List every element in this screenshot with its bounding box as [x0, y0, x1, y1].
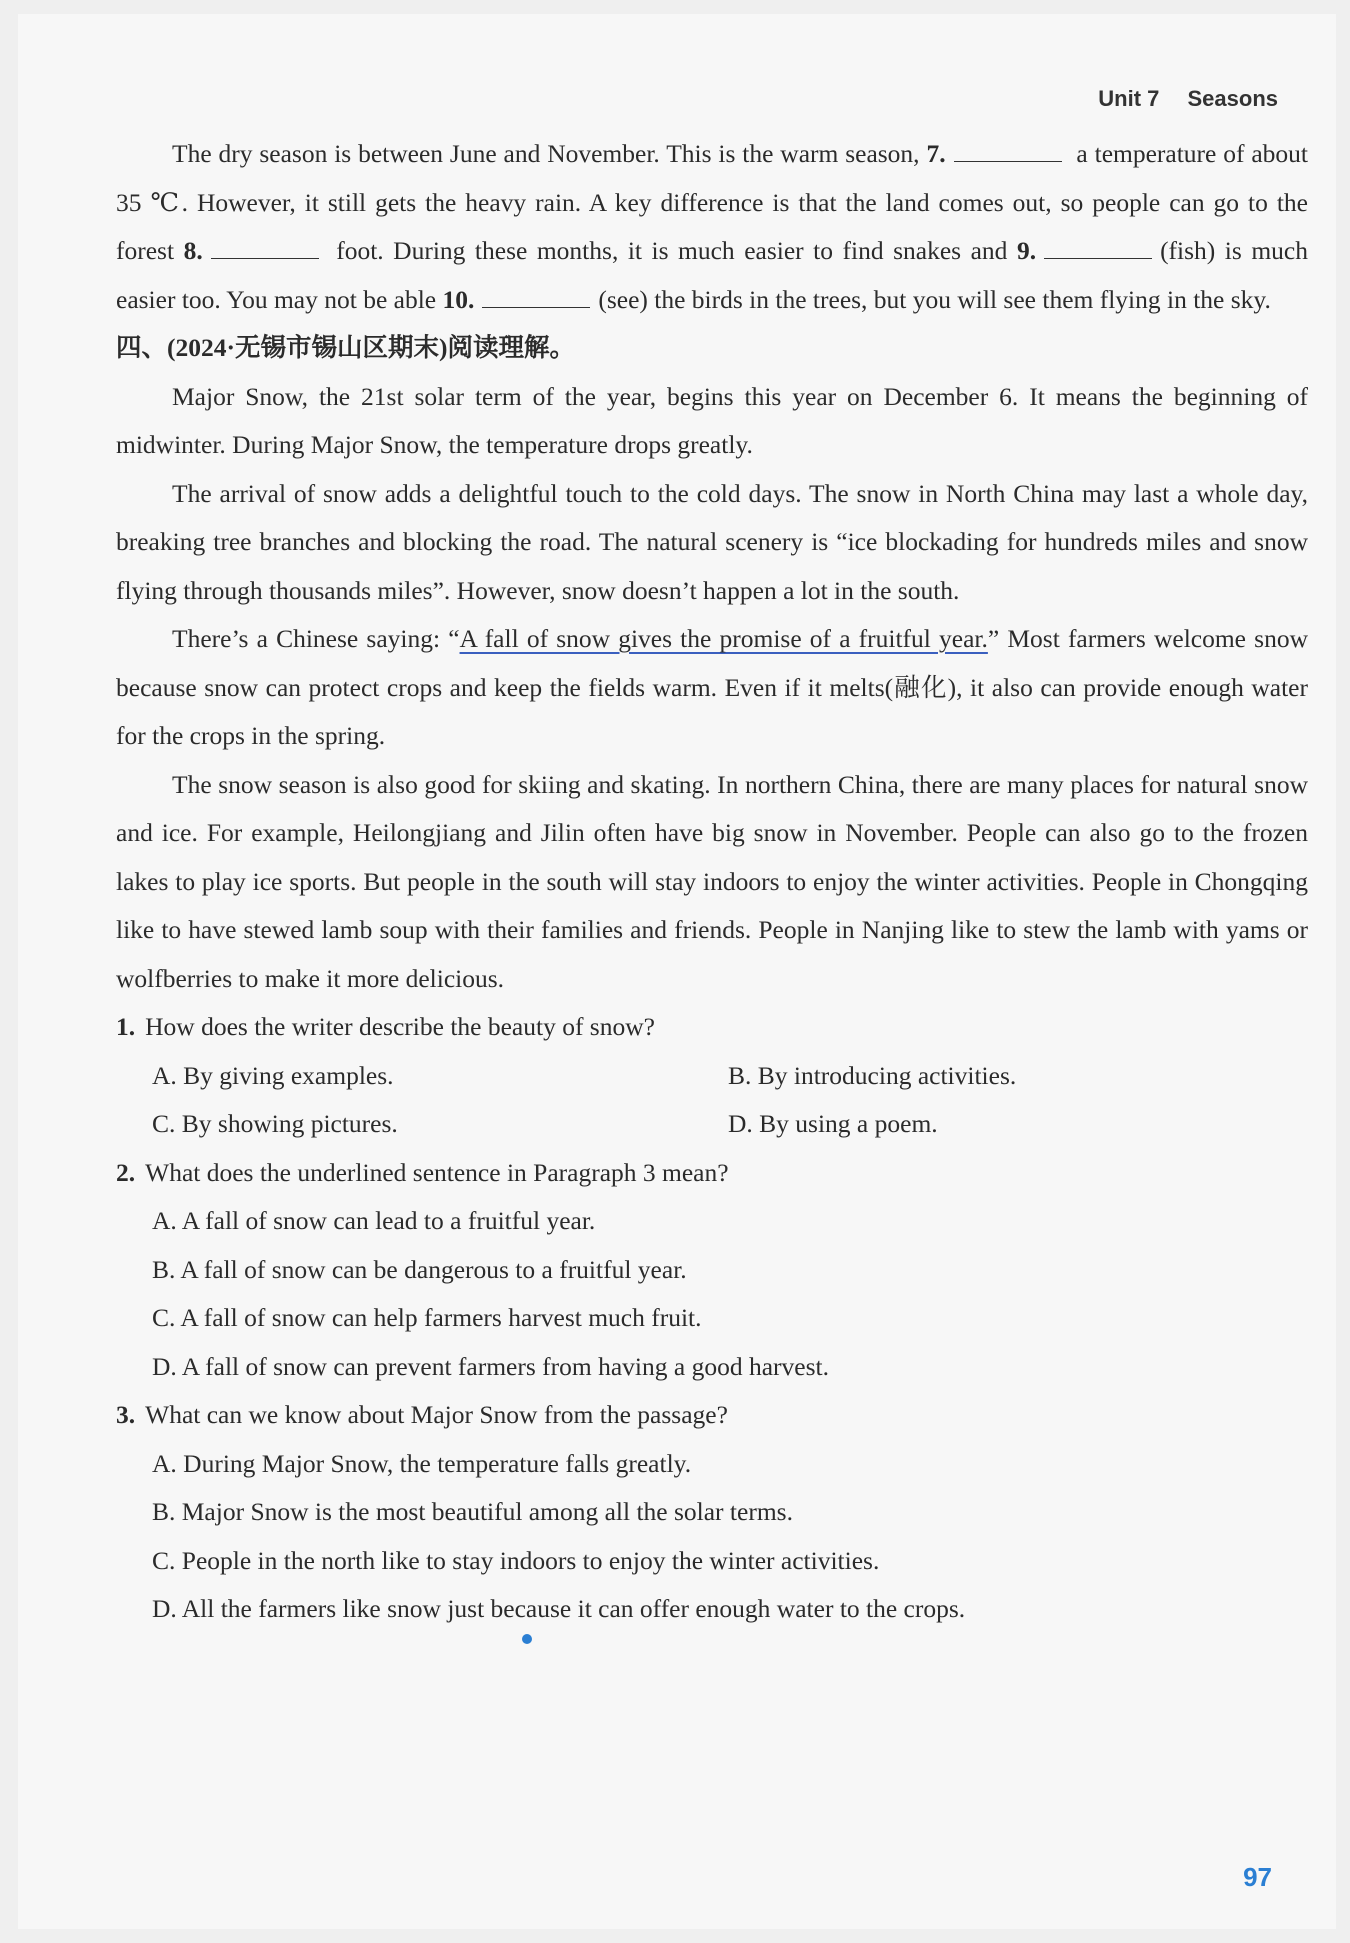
- cloze-text: foot. During these months, it is much easier to find snakes and: [326, 236, 1017, 265]
- option-b[interactable]: B. A fall of snow can be dangerous to a fruitful year.: [152, 1254, 687, 1284]
- question-number: 3.: [116, 1400, 136, 1429]
- answer-blank-10[interactable]: [482, 279, 590, 308]
- blank-number: 8.: [183, 236, 203, 265]
- worksheet-page: [18, 14, 1336, 1929]
- blank-number: 10.: [442, 284, 475, 314]
- cloze-text: The dry season is between June and November. This is the warm season,: [172, 139, 927, 168]
- question-number: 1.: [116, 1012, 136, 1041]
- option-d[interactable]: D. All the farmers like snow just because it can offer enough water to the crops.: [152, 1594, 966, 1623]
- pen-mark: [522, 1634, 532, 1644]
- answer-blank-9[interactable]: [1044, 230, 1152, 259]
- question-text: What can we know about Major Snow from the passage?: [145, 1400, 728, 1429]
- question-3: [116, 1391, 1308, 1440]
- option-c[interactable]: C. By showing pictures.: [152, 1109, 398, 1138]
- option-b[interactable]: B. Major Snow is the most beautiful among all the solar terms.: [152, 1497, 793, 1526]
- passage-text: ” Most farmers welcome snow because snow can protect crops and keep the fields warm. Even if it melts(融化), it also can provide enough water for the crops in the spring.: [116, 624, 1308, 750]
- option-a[interactable]: A. By giving examples.: [152, 1060, 394, 1090]
- passage-paragraph-4: The snow season is also good for skiing and skating. In northern China, there are many places for natural snow and ice. For example, Heilongjiang and Jilin often have big snow in November. People can also go to the frozen lakes to play ice sports. But people in the south will stay indoors to enjoy the winter activities. People in Chongqing like to have stewed lamb soup with their families and friends. People in Nanjing like to stew the lamb with yams or wolfberries to make it more delicious.: [116, 769, 1308, 993]
- page-number: 97: [1243, 1862, 1272, 1892]
- question-text: How does the writer describe the beauty of snow?: [145, 1012, 655, 1041]
- question-1: [116, 1003, 1308, 1052]
- cloze-text: (fish) is much easier too. You may not be able: [116, 236, 1308, 314]
- option-c[interactable]: C. People in the north like to stay indoors to enjoy the winter activities.: [152, 1545, 880, 1575]
- cloze-text: (see) the birds in the trees, but you will see them flying in the sky.: [598, 284, 1271, 314]
- option-a[interactable]: A. During Major Snow, the temperature falls greatly.: [152, 1448, 692, 1478]
- blank-number: 9.: [1016, 236, 1037, 265]
- option-c[interactable]: C. A fall of snow can help farmers harvest much fruit.: [152, 1303, 702, 1332]
- page-content: [116, 130, 1308, 1634]
- blank-number: 7.: [926, 139, 946, 168]
- underlined-sentence: A fall of snow gives the promise of a fruitful year.: [459, 624, 988, 653]
- passage-paragraph-1: Major Snow, the 21st solar term of the year, begins this year on December 6. It means the beginning of midwinter. During Major Snow, the temperature drops greatly.: [116, 381, 1308, 459]
- unit-label: Unit 7: [1098, 86, 1160, 111]
- question-number: 2.: [116, 1157, 136, 1187]
- option-d[interactable]: D. A fall of snow can prevent farmers from having a good harvest.: [152, 1351, 829, 1381]
- cloze-text: a temperature of about 35 ℃. However, it still gets the heavy rain. A key difference is that the land comes out, so people can go to the forest: [116, 139, 1308, 265]
- answer-blank-7[interactable]: [954, 133, 1062, 162]
- question-2: [116, 1149, 1308, 1198]
- option-a[interactable]: A. A fall of snow can lead to a fruitful year.: [152, 1206, 596, 1235]
- passage-paragraph-3: [116, 615, 1308, 761]
- passage-text: There’s a Chinese saying: “: [172, 624, 460, 653]
- answer-blank-8[interactable]: [211, 230, 319, 259]
- page-header: [1098, 86, 1278, 112]
- section-title: 四、(2024·无锡市锡山区期末)阅读理解。: [116, 333, 575, 362]
- cloze-paragraph: [116, 130, 1308, 324]
- question-text: What does the underlined sentence in Paragraph 3 mean?: [145, 1157, 729, 1187]
- unit-title: Seasons: [1187, 86, 1278, 111]
- question-1-options: [116, 1052, 1308, 1149]
- option-d[interactable]: D. By using a poem.: [728, 1109, 938, 1138]
- option-b[interactable]: B. By introducing activities.: [728, 1060, 1017, 1090]
- passage-paragraph-2: The arrival of snow adds a delightful touch to the cold days. The snow in North China may last a whole day, breaking tree branches and blocking the road. The natural scenery is “ice blockading for hundreds miles and snow flying through thousands miles”. However, snow doesn’t happen a lot in the south.: [116, 478, 1308, 605]
